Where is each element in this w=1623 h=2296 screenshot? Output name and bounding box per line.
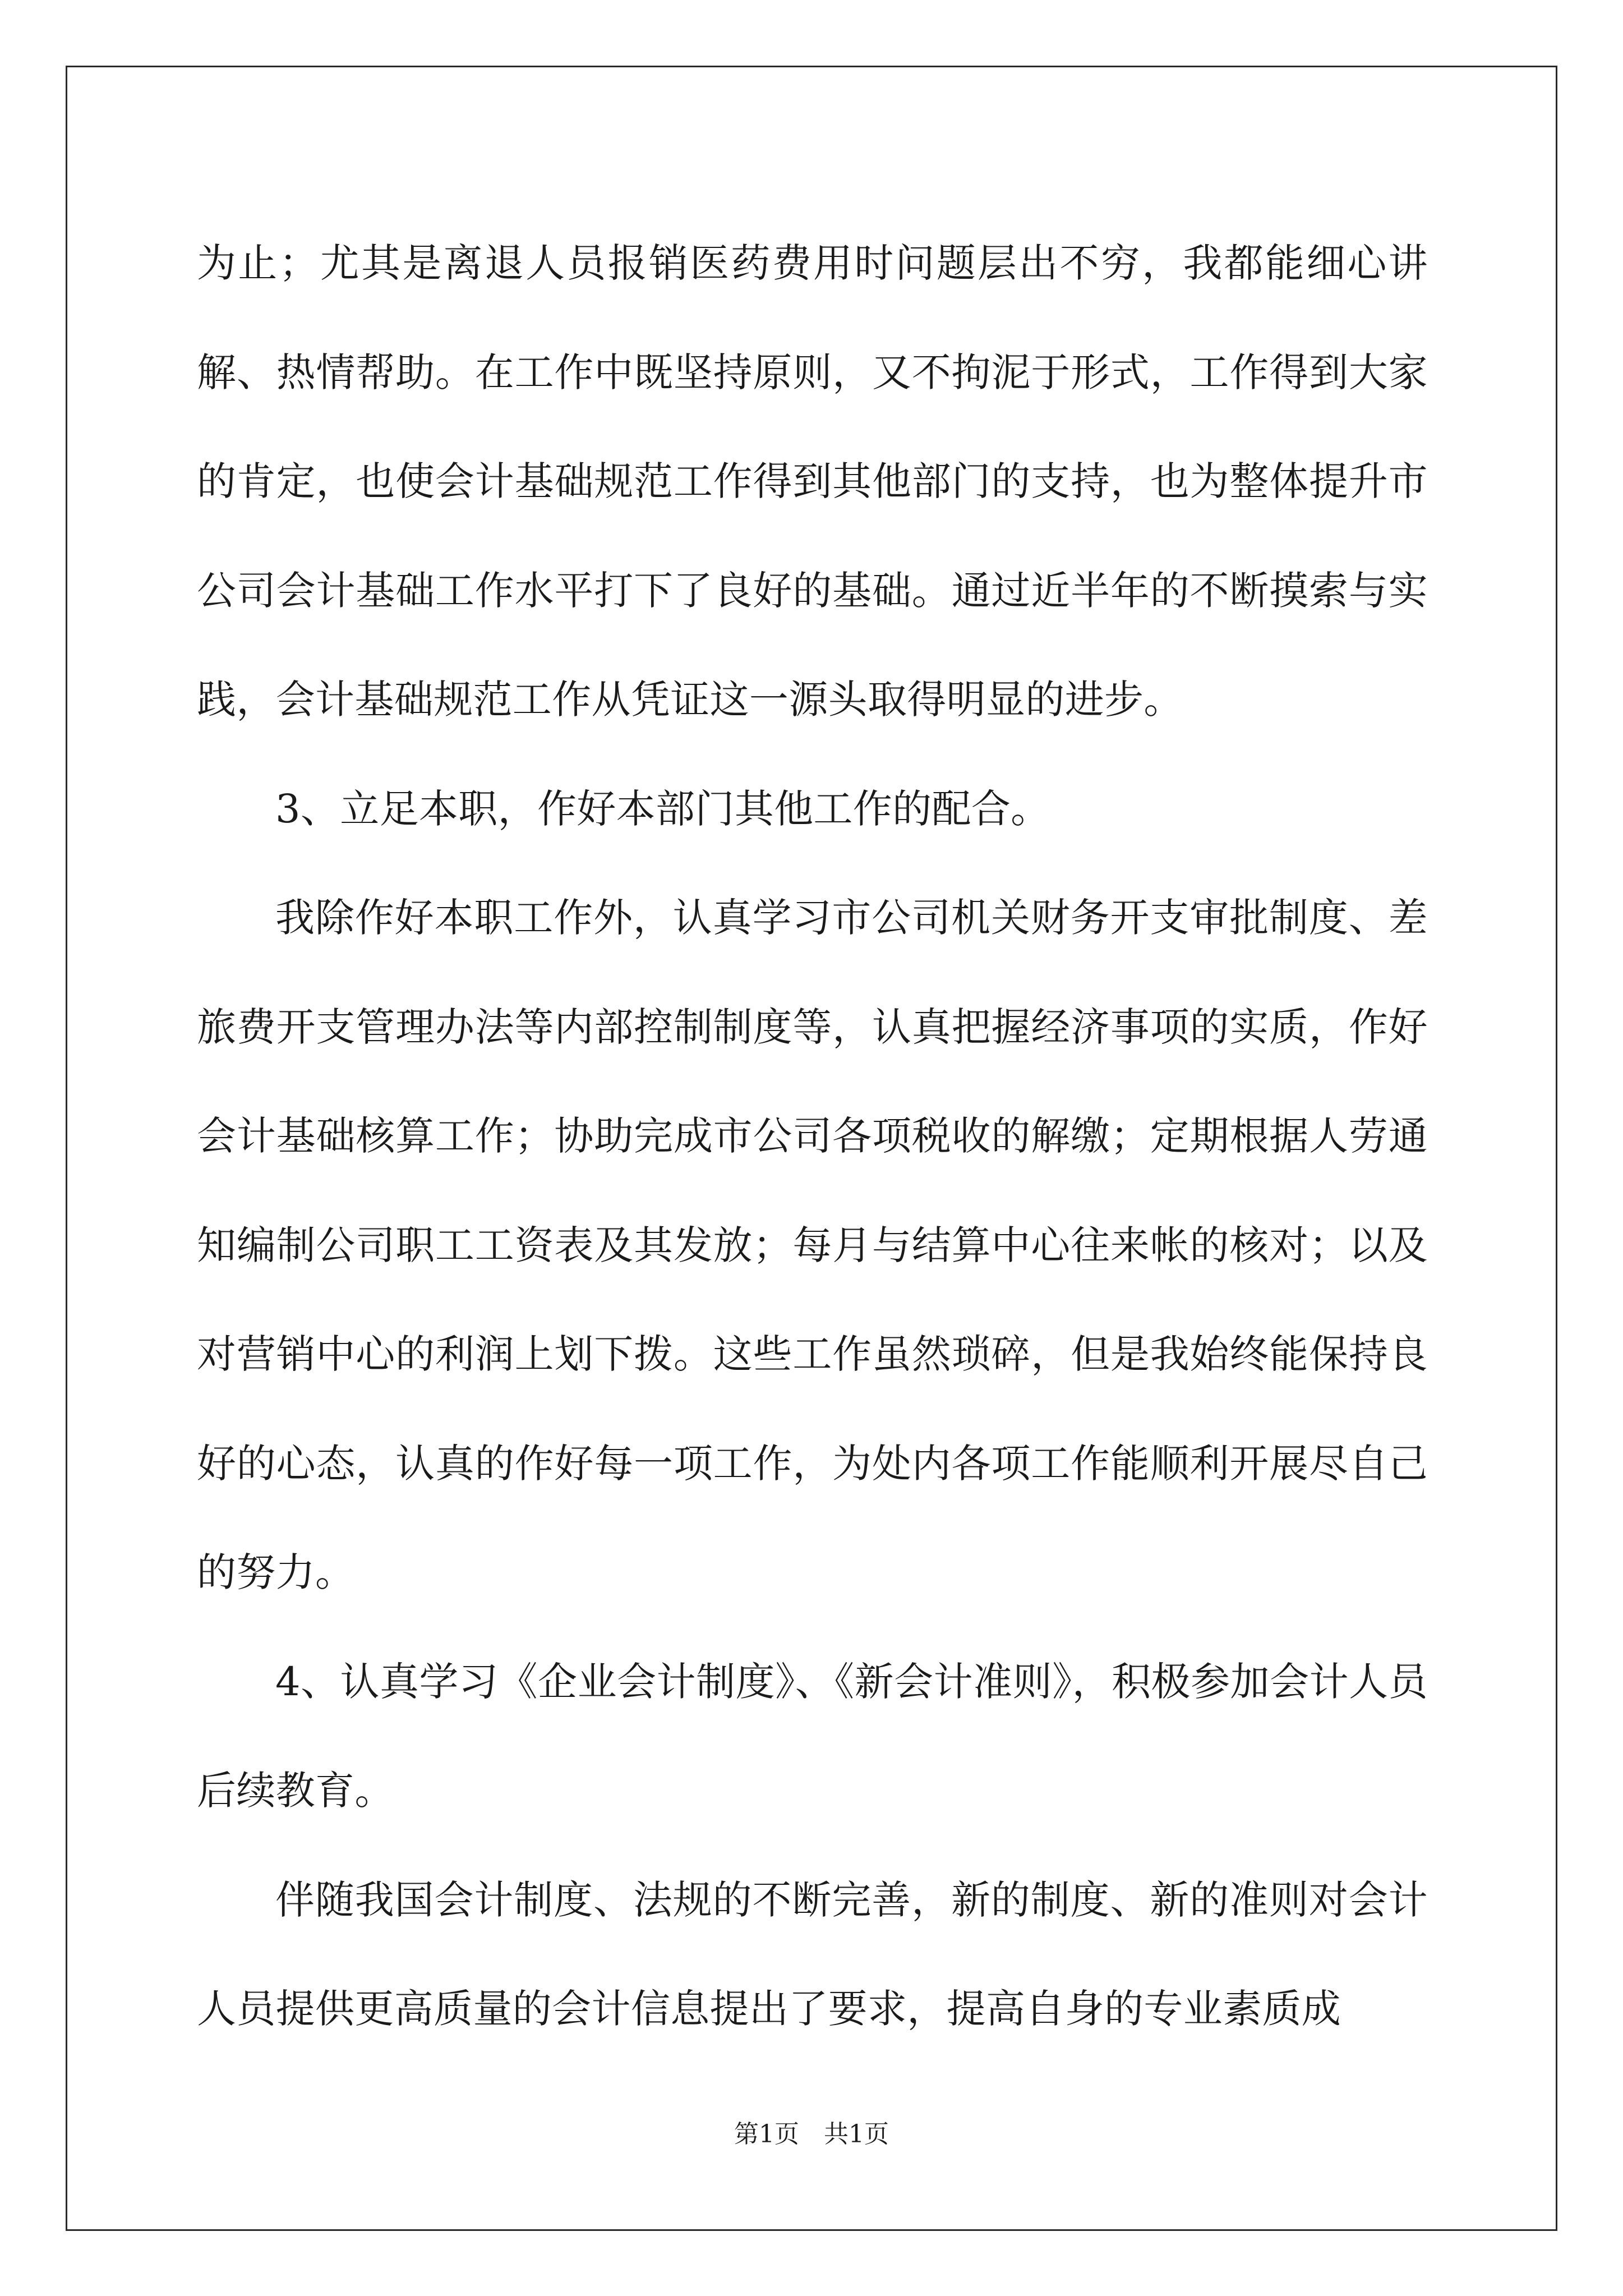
paragraph-heading-4: 4、认真学习《企业会计制度》、《新会计准则》，积极参加会计人员后续教育。 (197, 1658, 1428, 1814)
page-footer (0, 2118, 1623, 2151)
paragraph-continuation: 为止；尤其是离退人员报销医药费用时问题层出不穷，我都能细心讲解、热情帮助。在工作中既坚持原则，又不拘泥于形式，工作得到大家的肯定，也使会计基础规范工作得到其他部门的支持，也为整体提升市公司会计基础工作水平打下了良好的基础。通过近半年的不断摸索与实践，会计基础规范工作从凭证这一源头取得明显的进步。 (197, 240, 1428, 723)
paragraph-heading-3: 3、立足本职，作好本部门其他工作的配合。 (275, 785, 1050, 832)
page-total: 共1页 (824, 2120, 889, 2148)
paragraph-body-3: 我除作好本职工作外，认真学习市公司机关财务开支审批制度、差旅费开支管理办法等内部控制制度等，认真把握经济事项的实质，作好会计基础核算工作；协助完成市公司各项税收的解缴；定期根据人劳通知编制公司职工工资表及其发放；每月与结算中心往来帐的核对；以及对营销中心的利润上划下拨。这些工作虽然琐碎，但是我始终能保持良好的心态，认真的作好每一项工作，为处内各项工作能顺利开展尽自己的努力。 (197, 895, 1428, 1595)
document-body (197, 209, 1428, 2064)
page-number: 第1页 (734, 2120, 799, 2148)
paragraph-body-4: 伴随我国会计制度、法规的不断完善，新的制度、新的准则对会计人员提供更高质量的会计信息提出了要求，提高自身的专业素质成 (197, 1876, 1428, 2032)
